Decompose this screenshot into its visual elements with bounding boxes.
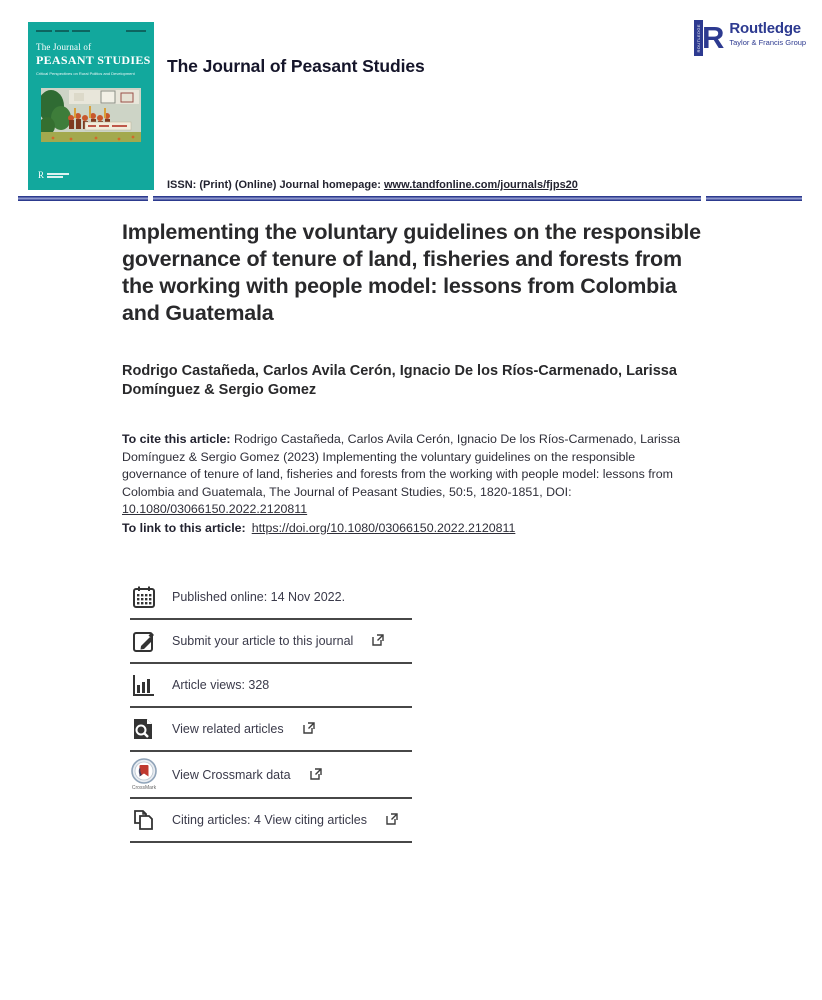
article-actions-list: [130, 576, 412, 843]
routledge-logo: [694, 20, 806, 56]
submit-icon: [130, 629, 158, 653]
related-articles-icon: [130, 717, 158, 741]
external-link-icon: [372, 633, 384, 651]
cover-masthead-main: PEASANT STUDIES: [36, 53, 151, 67]
header-rule: [18, 196, 148, 201]
cite-paragraph: [122, 431, 694, 519]
article-views-text: Article views: 328: [172, 678, 270, 692]
routledge-r-mark-icon: [694, 20, 724, 56]
routledge-vertical-text: ROUTLEDGE: [696, 23, 701, 53]
crossmark-row[interactable]: [130, 752, 412, 797]
published-online-row: [130, 576, 412, 618]
submit-article-row[interactable]: [130, 620, 412, 662]
routledge-tagline: Taylor & Francis Group: [729, 38, 807, 47]
related-articles-row[interactable]: [130, 708, 412, 750]
cite-doi-link[interactable]: 10.1080/03066150.2022.2120811: [122, 502, 308, 516]
submit-article-link[interactable]: Submit your article to this journal: [172, 634, 354, 648]
article-doi-link[interactable]: https://doi.org/10.1080/03066150.2022.2120811: [251, 521, 516, 535]
calendar-icon: [130, 585, 158, 609]
citing-articles-link[interactable]: Citing articles: 4 View citing articles: [172, 813, 367, 827]
link-label: To link to this article:: [122, 521, 246, 535]
cover-masthead-top: The Journal of: [36, 42, 92, 52]
bar-chart-icon: [130, 673, 158, 697]
cover-volume-info: [36, 30, 146, 32]
article-views-row: [130, 664, 412, 706]
citing-articles-row[interactable]: [130, 799, 412, 841]
cite-label: To cite this article:: [122, 432, 231, 446]
routledge-name: Routledge: [729, 20, 801, 37]
article-authors: Rodrigo Castañeda, Carlos Avila Cerón, Ignacio De los Ríos-Carmenado, Larissa Domínguez & Sergio Gomez: [122, 363, 677, 398]
cover-publisher-logo: [38, 170, 69, 180]
header-rule: [706, 196, 802, 201]
external-link-icon: [303, 721, 315, 739]
link-line: [122, 521, 515, 535]
cover-subtitle: Critical Perspectives on Rural Politics and Development: [36, 71, 135, 76]
cover-publisher-mark: R: [38, 170, 45, 180]
journal-cover-thumbnail[interactable]: [28, 22, 154, 190]
cover-artwork: [41, 88, 141, 142]
related-articles-link[interactable]: View related articles: [172, 722, 284, 736]
crossmark-link[interactable]: View Crossmark data: [172, 767, 291, 782]
external-link-icon: [310, 767, 322, 785]
issn-homepage-line: [167, 179, 578, 191]
routledge-letter: R: [702, 20, 725, 55]
divider: [130, 841, 412, 843]
published-online-text: Published online: 14 Nov 2022.: [172, 590, 346, 604]
journal-name: The Journal of Peasant Studies: [167, 56, 425, 76]
header-rule: [153, 196, 701, 201]
journal-homepage-link[interactable]: www.tandfonline.com/journals/fjps20: [383, 179, 578, 191]
article-title: Implementing the voluntary guidelines on the responsible governance of tenure of land, fisheries and forests from the working with people model: lessons from Colombia and Guatemala: [122, 220, 701, 325]
citing-pages-icon: [130, 808, 158, 832]
crossmark-caption: CrossMark: [131, 785, 157, 791]
crossmark-icon: [130, 758, 158, 791]
cite-text: Rodrigo Castañeda, Carlos Avila Cerón, Ignacio De los Ríos-Carmenado, Larissa Domínguez & Sergio Gomez (2023) Implementing the voluntary guidelines on the responsible governance of tenure of land, fisheries and forests from the working with people model: lessons from Colombia and Guatemala, The Journal of Peasant Studies, 50:5, 1820-1851, DOI:: [122, 432, 681, 499]
external-link-icon: [386, 812, 398, 830]
issn-label: ISSN: (Print) (Online) Journal homepage:: [167, 179, 381, 191]
